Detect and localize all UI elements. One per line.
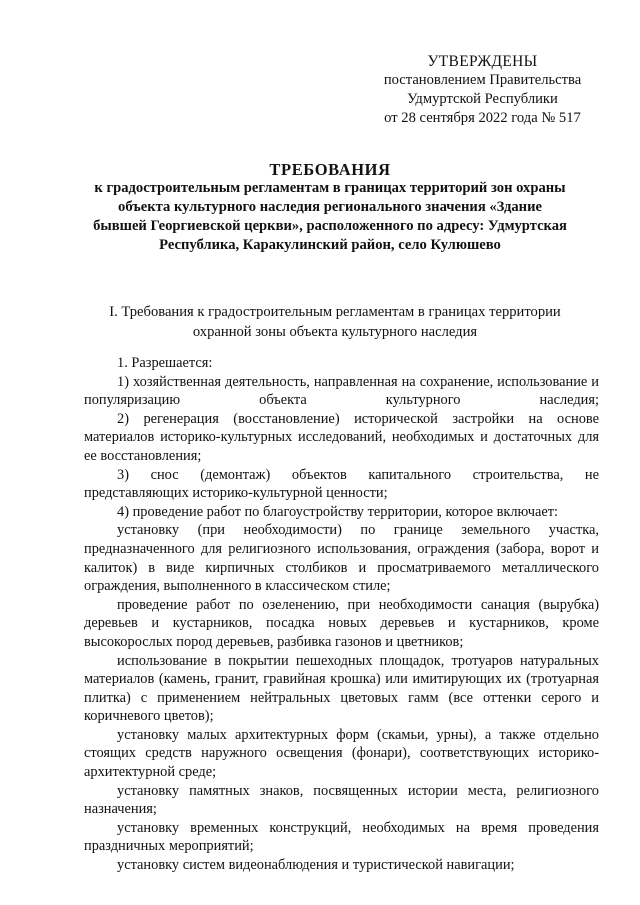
- section-title: I. Требования к градостроительным регламентам в границах территории охранной зоны объекта культурного наследия: [109, 304, 561, 340]
- paragraph: установку малых архитектурных форм (скамьи, урны), а также отдельно стоящих средств наружного освещения (фонари), соответствующих историко-архитектурной среде;: [84, 726, 599, 781]
- approval-line-3: от 28 сентября 2022 года № 517: [384, 110, 581, 126]
- approval-line-2: Удмуртской Республики: [407, 91, 558, 107]
- approval-stamp: [360, 52, 605, 128]
- approval-title: УТВЕРЖДЕНЫ: [427, 53, 538, 70]
- paragraph: 3) снос (демонтаж) объектов капитального строительства, не представляющих историко-культурной ценности;: [84, 466, 599, 502]
- paragraph: 1) хозяйственная деятельность, направленная на сохранение, использование и популяризацию объекта культурного наследия;: [84, 373, 599, 409]
- document-title: ТРЕБОВАНИЯ: [269, 160, 391, 179]
- paragraph: 2) регенерация (восстановление) исторической застройки на основе материалов историко-культурных исследований, необходимых и достаточных для ее восстановления;: [84, 410, 599, 464]
- paragraph: 4) проведение работ по благоустройству территории, которое включает:: [117, 503, 559, 520]
- paragraph: установку (при необходимости) по границе земельного участка, предназначенного для религиозного использования, ограждения (забора, ворот и калиток) в виде кирпичных столбиков и просматриваемого металлического ограждения, выполненного в классическом стиле;: [84, 522, 599, 595]
- document-body: [84, 354, 599, 875]
- approval-line-1: постановлением Правительства: [383, 72, 582, 88]
- paragraph: установку систем видеонаблюдения и туристической навигации;: [117, 857, 515, 874]
- paragraph: использование в покрытии пешеходных площадок, тротуаров натуральных материалов (камень, гранит, гравийная крошка) или имитирующих их (тротуарная плитка) с применением нейтральных цветовых гамм (все оттенки серого и коричневого цветов);: [84, 652, 599, 725]
- document-heading: [90, 160, 570, 255]
- paragraph: проведение работ по озеленению, при необходимости санация (вырубка) деревьев и кустарников, посадка новых деревьев и кустарников, кроме высокорослых пород деревьев, разбивка газонов и цветников;: [84, 596, 599, 650]
- document-subtitle: к градостроительным регламентам в границах территорий зон охраны объекта культурного наследия регионального значения «Здание бывшей Георгиевской церкви», расположенного по адресу: Удмуртская Республика, Каракулинский район, село Кулюшево: [93, 180, 567, 253]
- paragraph: 1. Разрешается:: [117, 355, 213, 371]
- paragraph: установку временных конструкций, необходимых на время проведения праздничных мероприятий;: [84, 819, 599, 855]
- paragraph: установку памятных знаков, посвященных истории места, религиозного назначения;: [84, 782, 599, 818]
